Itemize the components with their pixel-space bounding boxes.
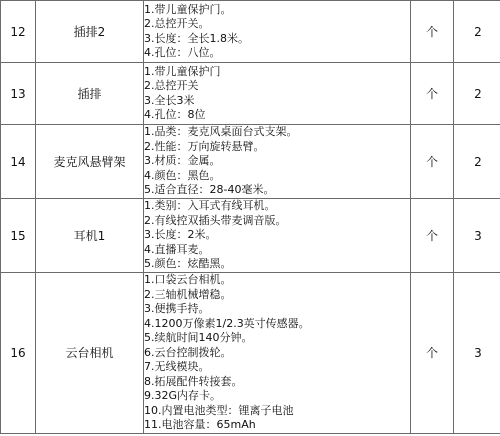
description-line: 9.32G内存卡。 bbox=[144, 389, 222, 402]
item-quantity: 2 bbox=[454, 125, 500, 199]
description-line: 1.带儿童保护门。 bbox=[144, 2, 232, 16]
description-line: 4.孔位：八位。 bbox=[144, 46, 221, 59]
description-line: 3.长度：2米。 bbox=[144, 228, 217, 242]
spec-table-body bbox=[1, 0, 500, 433]
item-quantity: 3 bbox=[454, 199, 500, 273]
description-line: 5.颜色：炫酷黑。 bbox=[144, 257, 232, 271]
description-line: 8.拓展配件转接套。 bbox=[144, 374, 243, 388]
description-line: 10.内置电池类型：锂离子电池 bbox=[144, 403, 294, 417]
item-name: 云台相机 bbox=[36, 273, 144, 434]
description-line: 3.长度：全长1.8米。 bbox=[144, 31, 249, 45]
description-line: 3.材质：金属。 bbox=[144, 154, 221, 168]
item-description bbox=[144, 273, 411, 434]
item-name: 麦克风悬臂架 bbox=[36, 125, 144, 199]
item-unit: 个 bbox=[411, 125, 454, 199]
description-line: 1.口袋云台相机。 bbox=[144, 273, 232, 286]
description-line: 4.颜色：黑色。 bbox=[144, 168, 221, 182]
description-line: 2.有线控双插头带麦调音版。 bbox=[144, 213, 287, 227]
item-quantity: 2 bbox=[454, 1, 500, 63]
item-quantity: 2 bbox=[454, 63, 500, 125]
description-line: 2.三轴机械增稳。 bbox=[144, 287, 232, 301]
description-line: 5.续航时间140分钟。 bbox=[144, 331, 253, 344]
description-line: 2.总控开关。 bbox=[144, 17, 210, 30]
description-line: 11.电池容量：65mAh bbox=[144, 418, 256, 431]
item-unit: 个 bbox=[411, 1, 454, 63]
description-line: 2.总控开关 bbox=[144, 79, 199, 92]
item-description bbox=[144, 1, 411, 63]
item-name: 耳机1 bbox=[36, 199, 144, 273]
description-line: 4.1200万像素1/2.3英寸传感器。 bbox=[144, 316, 310, 330]
description-line: 4.孔位：8位 bbox=[144, 108, 206, 121]
row-number: 15 bbox=[1, 199, 36, 273]
description-line: 1.品类：麦克风桌面台式支架。 bbox=[144, 125, 298, 139]
item-name: 插排 bbox=[36, 63, 144, 125]
table-row bbox=[1, 1, 500, 63]
table-row bbox=[1, 63, 500, 125]
row-number: 12 bbox=[1, 1, 36, 63]
table-row bbox=[1, 199, 500, 273]
description-line: 7.无线模块。 bbox=[144, 360, 210, 373]
item-quantity: 3 bbox=[454, 273, 500, 434]
row-number: 13 bbox=[1, 63, 36, 125]
item-description bbox=[144, 199, 411, 273]
description-line: 6.云台控制拨轮。 bbox=[144, 345, 232, 359]
description-line: 2.性能：万向旋转悬臂。 bbox=[144, 139, 265, 153]
description-line: 4.直播耳麦。 bbox=[144, 242, 210, 256]
item-unit: 个 bbox=[411, 199, 454, 273]
table-row bbox=[1, 273, 500, 434]
row-number: 16 bbox=[1, 273, 36, 434]
item-description bbox=[144, 125, 411, 199]
description-line: 5.适合直径：28-40毫米。 bbox=[144, 183, 275, 197]
description-line: 3.便携手持。 bbox=[144, 302, 210, 315]
row-number: 14 bbox=[1, 125, 36, 199]
description-line: 1.带儿童保护门 bbox=[144, 64, 221, 78]
description-line: 1.类别：入耳式有线耳机。 bbox=[144, 199, 276, 213]
item-unit: 个 bbox=[411, 63, 454, 125]
item-description bbox=[144, 63, 411, 125]
table-row bbox=[1, 125, 500, 199]
item-name: 插排2 bbox=[36, 1, 144, 63]
item-unit: 个 bbox=[411, 273, 454, 434]
description-line: 3.全长3米 bbox=[144, 93, 195, 107]
